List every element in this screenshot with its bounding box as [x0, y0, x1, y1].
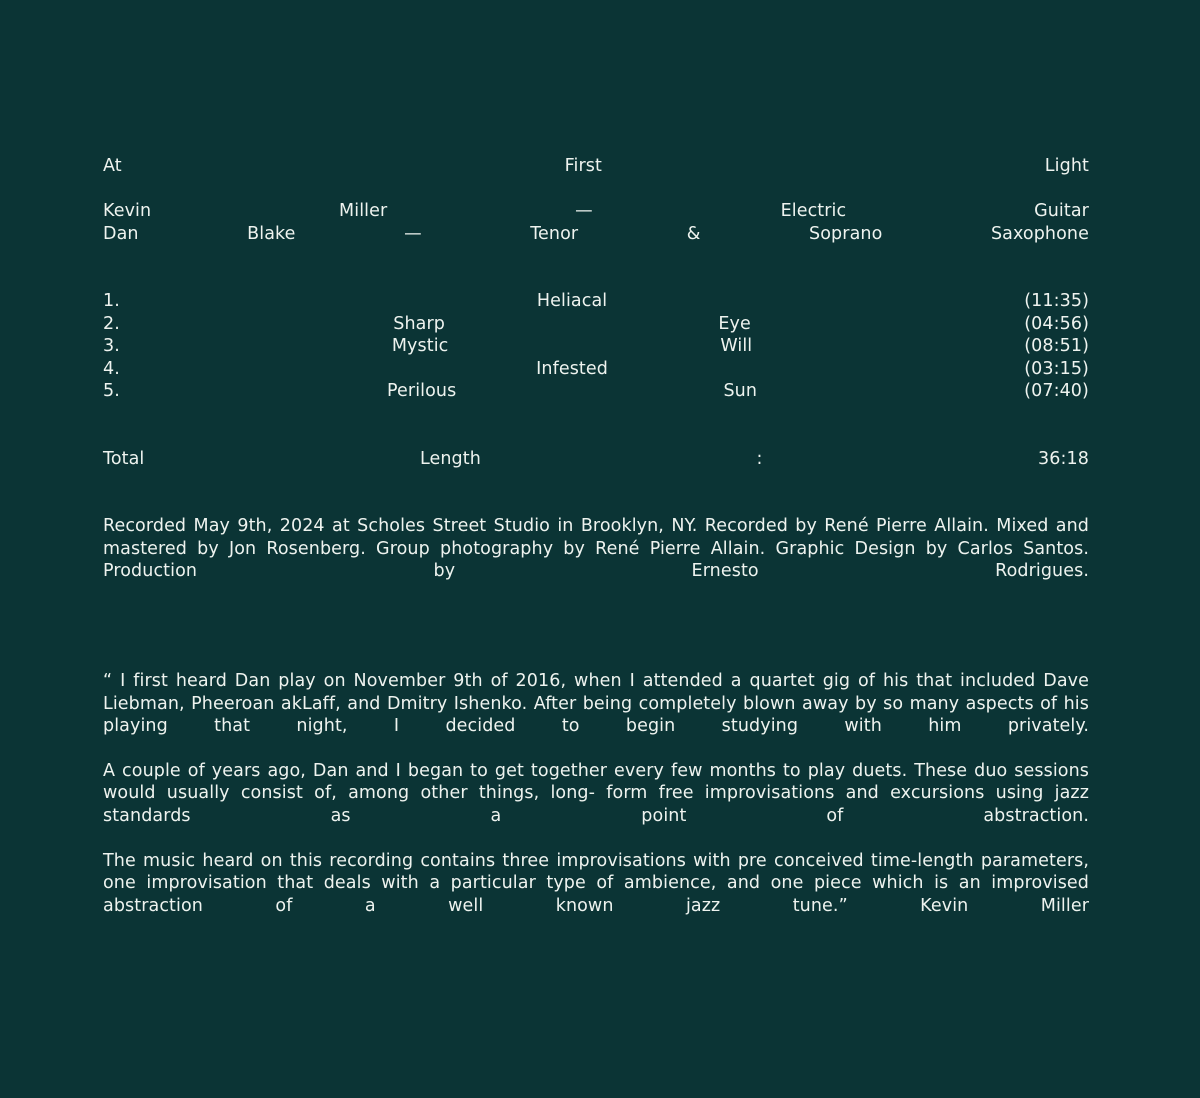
total-word: Length: [419, 449, 481, 469]
personnel-word: Kevin: [103, 201, 152, 221]
track-title-word: Infested: [536, 358, 608, 379]
track-number: 2.: [103, 313, 120, 334]
track-number: 1.: [103, 291, 120, 311]
total-word: :: [756, 449, 763, 469]
album-title-word: Light: [1044, 156, 1089, 176]
recording-notes-text: Recorded May 9th, 2024 at Scholes Street Studio in Brooklyn, NY. Recorded by René Pierre Allain. Mixed and mastered by Jon Rosenberg. Group photography by René Pierre Allain. Graphic Design by Carlos Santos. Production by Ernesto Rodrigues.: [103, 516, 1089, 582]
track-number: 5.: [103, 381, 120, 402]
liner-quote: [103, 670, 1089, 917]
album-title: [103, 155, 1089, 178]
total-length: [103, 448, 1089, 471]
personnel-word: Saxophone: [990, 223, 1089, 244]
album-title-word: First: [564, 156, 602, 176]
personnel-list: [103, 200, 1089, 245]
personnel-row: [103, 223, 1089, 246]
track-duration: (04:56): [1024, 313, 1089, 334]
personnel-word: Dan: [103, 223, 139, 244]
track-duration: (08:51): [1024, 336, 1089, 357]
track-list: [103, 290, 1089, 403]
track-title-word: Heliacal: [536, 291, 608, 311]
track-row: [103, 313, 1089, 336]
total-value: 36:18: [1038, 449, 1089, 469]
track-duration: (03:15): [1024, 358, 1089, 379]
quote-paragraph: A couple of years ago, Dan and I began to get together every few months to play duets. These duo sessions would usually consist of, among other things, long- form free improvisations and excursions using jazz standards as a point of abstraction.: [103, 760, 1089, 826]
track-row: [103, 335, 1089, 358]
track-title-word: Will: [720, 336, 753, 357]
track-row: [103, 358, 1089, 381]
personnel-row: [103, 200, 1089, 223]
album-title-word: At: [103, 156, 122, 176]
total-word: Total: [103, 449, 145, 469]
quote-paragraph: “ I first heard Dan play on November 9th of 2016, when I attended a quartet gig of his that included Dave Liebman, Pheeroan akLaff, and Dmitry Ishenko. After being completely blown away by so many aspects of his playing that night, I decided to begin studying with him privately.: [103, 671, 1089, 737]
track-title-word: Eye: [718, 313, 751, 334]
personnel-word: Guitar: [1034, 201, 1089, 221]
track-number: 3.: [103, 336, 120, 357]
personnel-word: &: [686, 223, 701, 244]
personnel-word: Miller: [339, 201, 388, 221]
track-title-word: Sharp: [393, 313, 445, 334]
track-row: [103, 380, 1089, 403]
personnel-word: Soprano: [809, 223, 883, 244]
track-duration: (07:40): [1024, 381, 1089, 402]
recording-notes: [103, 515, 1089, 583]
track-title-word: Sun: [723, 381, 758, 402]
track-title-word: Perilous: [387, 381, 457, 402]
track-duration: (11:35): [1024, 291, 1089, 311]
quote-paragraph: The music heard on this recording contains three improvisations with pre conceived time-length parameters, one improvisation that deals with a particular type of ambience, and one piece which is an improvised abstraction of a well known jazz tune.” Kevin Miller: [103, 850, 1089, 916]
track-row: [103, 290, 1089, 313]
track-number: 4.: [103, 358, 120, 379]
personnel-word: —: [575, 201, 593, 221]
personnel-word: —: [404, 223, 422, 244]
track-title-word: Mystic: [391, 336, 449, 357]
personnel-word: Tenor: [530, 223, 579, 244]
personnel-word: Blake: [247, 223, 296, 244]
personnel-word: Electric: [780, 201, 847, 221]
